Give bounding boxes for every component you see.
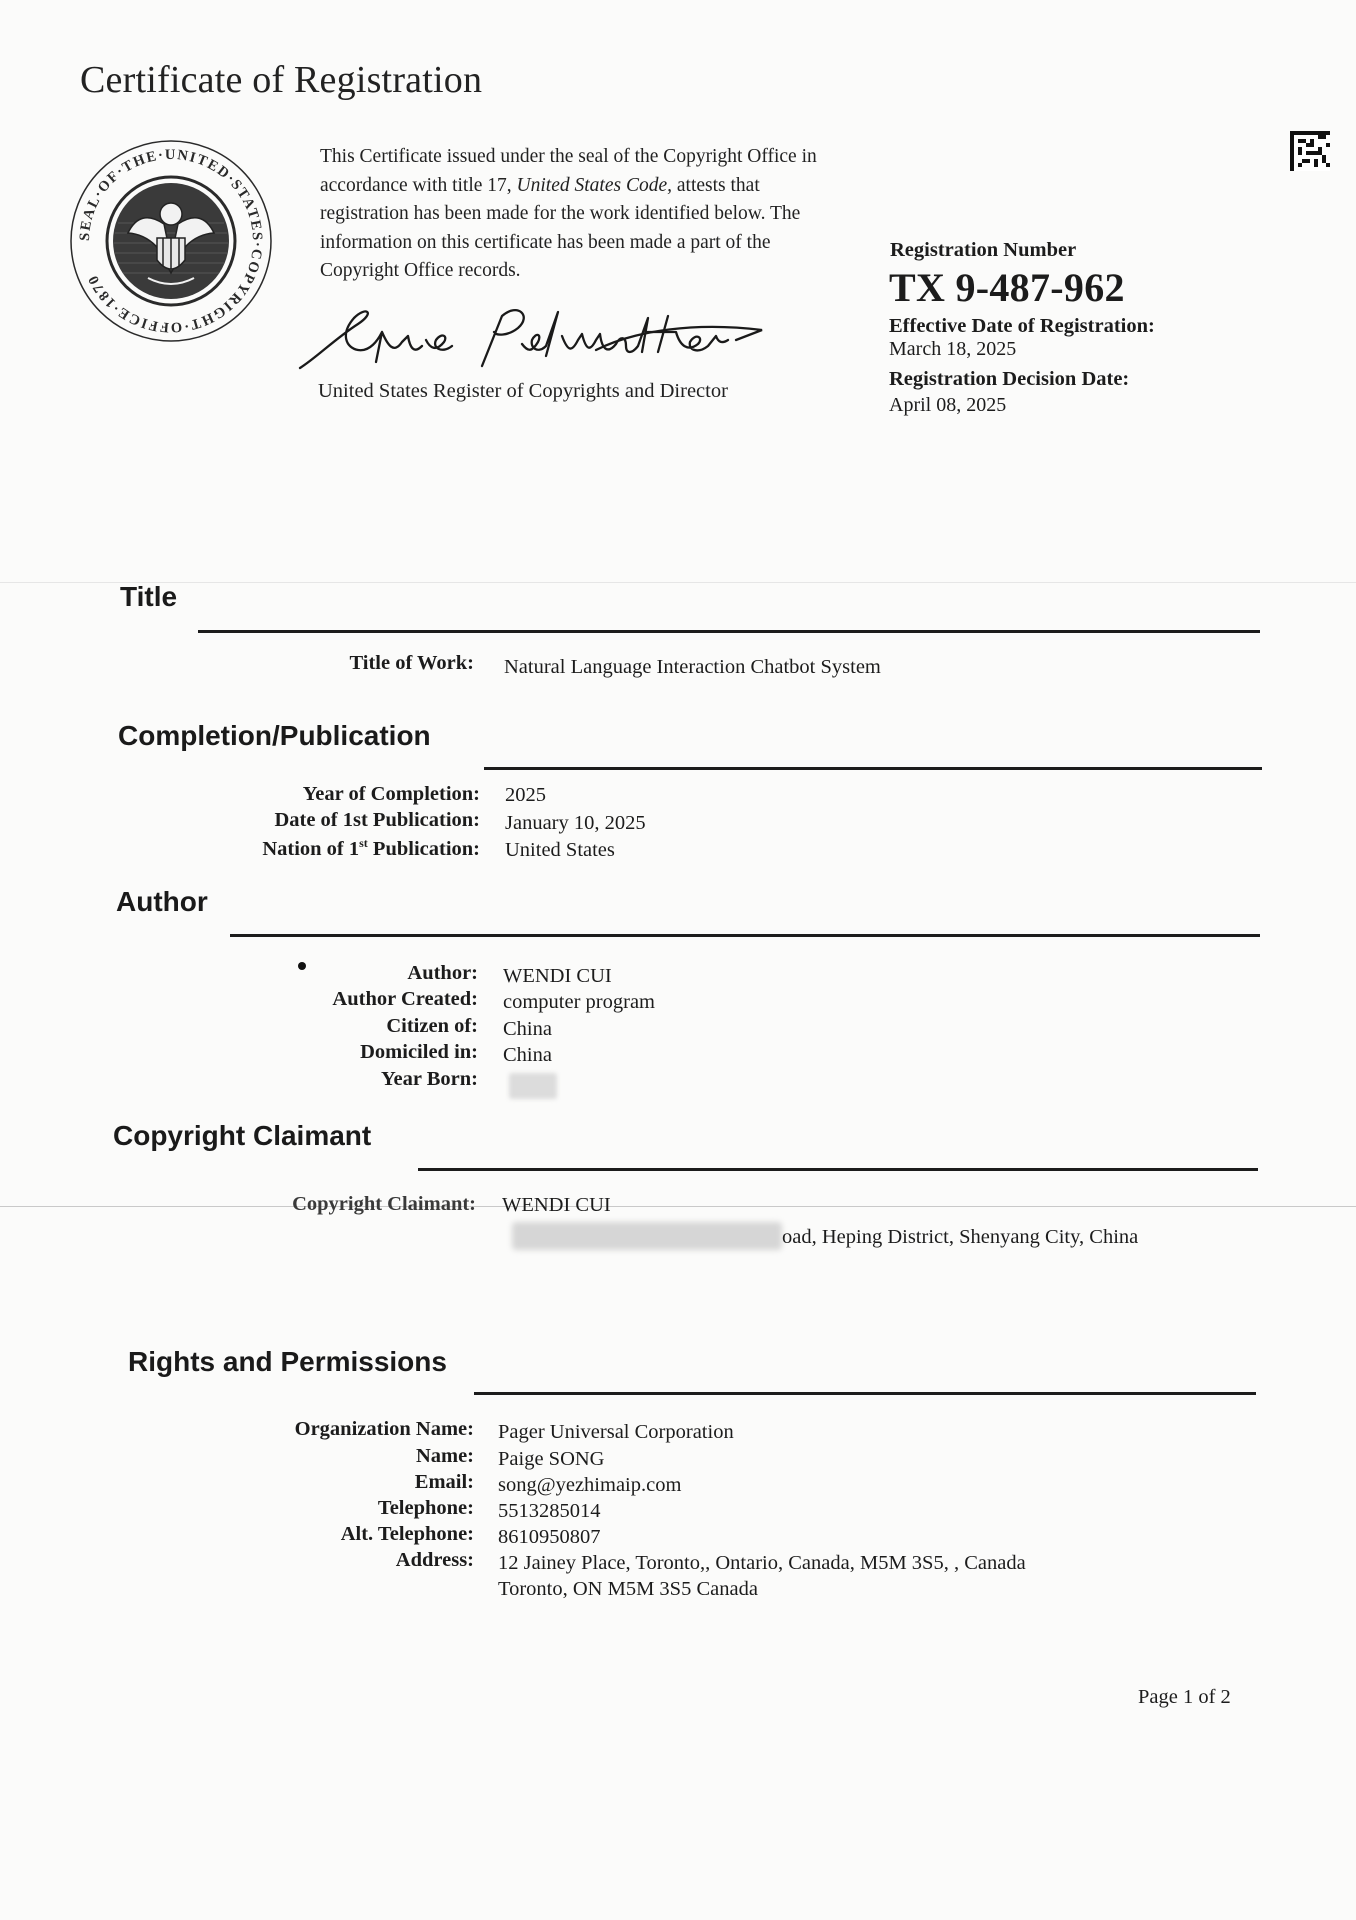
svg-text:SEAL·OF·THE·UNITED·STATES·COPY: SEAL·OF·THE·UNITED·STATES·COPYRIGHT·OFFICE·1870 [76,146,266,336]
copyright-office-seal-icon [68,138,274,344]
redacted-year-born [509,1073,557,1099]
page-number: Page 1 of 2 [1138,1686,1231,1708]
scan-artifact-line [0,582,1356,583]
decision-date-label: Registration Decision Date: [889,368,1130,390]
rights-section-rule [474,1392,1256,1395]
certificate-intro-text [320,143,840,286]
address-label: Address: [395,1549,474,1571]
year-born-label: Year Born: [381,1068,478,1090]
alt-telephone-label: Alt. Telephone: [340,1523,474,1545]
copyright-claimant-value: WENDI CUI [502,1194,611,1216]
claimant-section-rule [418,1168,1258,1171]
completion-section-rule [484,767,1262,770]
registration-number-label: Registration Number [890,239,1077,261]
rights-section-heading: Rights and Permissions [128,1346,447,1377]
organization-name-label: Organization Name: [294,1418,474,1440]
intro-text-part1: This Certificate issued under the seal of the Copyright Office in accordance with title 17, [320,146,817,196]
author-name-value: WENDI CUI [503,965,612,987]
claimant-address-visible: oad, Heping District, Shenyang City, China [782,1226,1139,1248]
telephone-label: Telephone: [377,1497,474,1519]
first-publication-nation-label [180,836,480,861]
contact-name-label: Name: [415,1445,474,1467]
redacted-claimant-address [512,1222,782,1250]
organization-name-value: Pager Universal Corporation [498,1421,734,1443]
completion-section-heading: Completion/Publication [118,720,431,751]
domiciled-in-value: China [503,1044,552,1066]
certificate-title: Certificate of Registration [80,59,483,101]
register-signature-icon [296,296,766,380]
author-name-label: Author: [407,962,478,984]
intro-text-part2: attests that registration has been made for the work identified below. The information on this certificate has been made a part of the Copyright Office records. [320,174,801,281]
author-section-heading: Author [116,886,208,917]
nation-label-prefix: Nation of 1 [262,837,360,860]
year-of-completion-label: Year of Completion: [302,783,480,805]
intro-text-italic: United States Code, [516,174,672,196]
author-created-value: computer program [503,991,655,1013]
nation-label-suffix: Publication: [367,837,480,860]
signature-caption: United States Register of Copyrights and Director [318,380,728,402]
telephone-value: 5513285014 [498,1500,601,1522]
decision-date-value: April 08, 2025 [889,394,1007,416]
registration-number: TX 9-487-962 [889,265,1125,310]
effective-date-label: Effective Date of Registration: [889,315,1155,337]
address-line2: Toronto, ON M5M 3S5 Canada [498,1578,758,1600]
alt-telephone-value: 8610950807 [498,1526,601,1548]
effective-date-value: March 18, 2025 [889,338,1017,360]
email-value: song@yezhimaip.com [498,1474,682,1496]
title-of-work-value: Natural Language Interaction Chatbot System [504,656,881,678]
domiciled-in-label: Domiciled in: [360,1041,478,1063]
contact-name-value: Paige SONG [498,1448,605,1470]
author-section-rule [230,934,1260,937]
citizen-of-label: Citizen of: [386,1015,478,1037]
first-publication-date-value: January 10, 2025 [505,812,646,834]
author-created-label: Author Created: [332,988,478,1010]
qr-code-icon [1290,131,1330,171]
copyright-claimant-label: Copyright Claimant: [292,1193,476,1215]
email-label: Email: [414,1471,474,1493]
title-section-rule [198,630,1260,633]
address-line1: 12 Jainey Place, Toronto,, Ontario, Canada, M5M 3S5, , Canada [498,1552,1026,1574]
claimant-section-heading: Copyright Claimant [113,1120,372,1151]
citizen-of-value: China [503,1018,552,1040]
first-publication-date-label: Date of 1st Publication: [274,809,480,831]
title-of-work-label: Title of Work: [349,652,474,674]
year-of-completion-value: 2025 [505,784,546,806]
title-section-heading: Title [120,581,178,612]
first-publication-nation-value: United States [505,839,615,861]
nation-label-superscript: st [359,836,368,850]
